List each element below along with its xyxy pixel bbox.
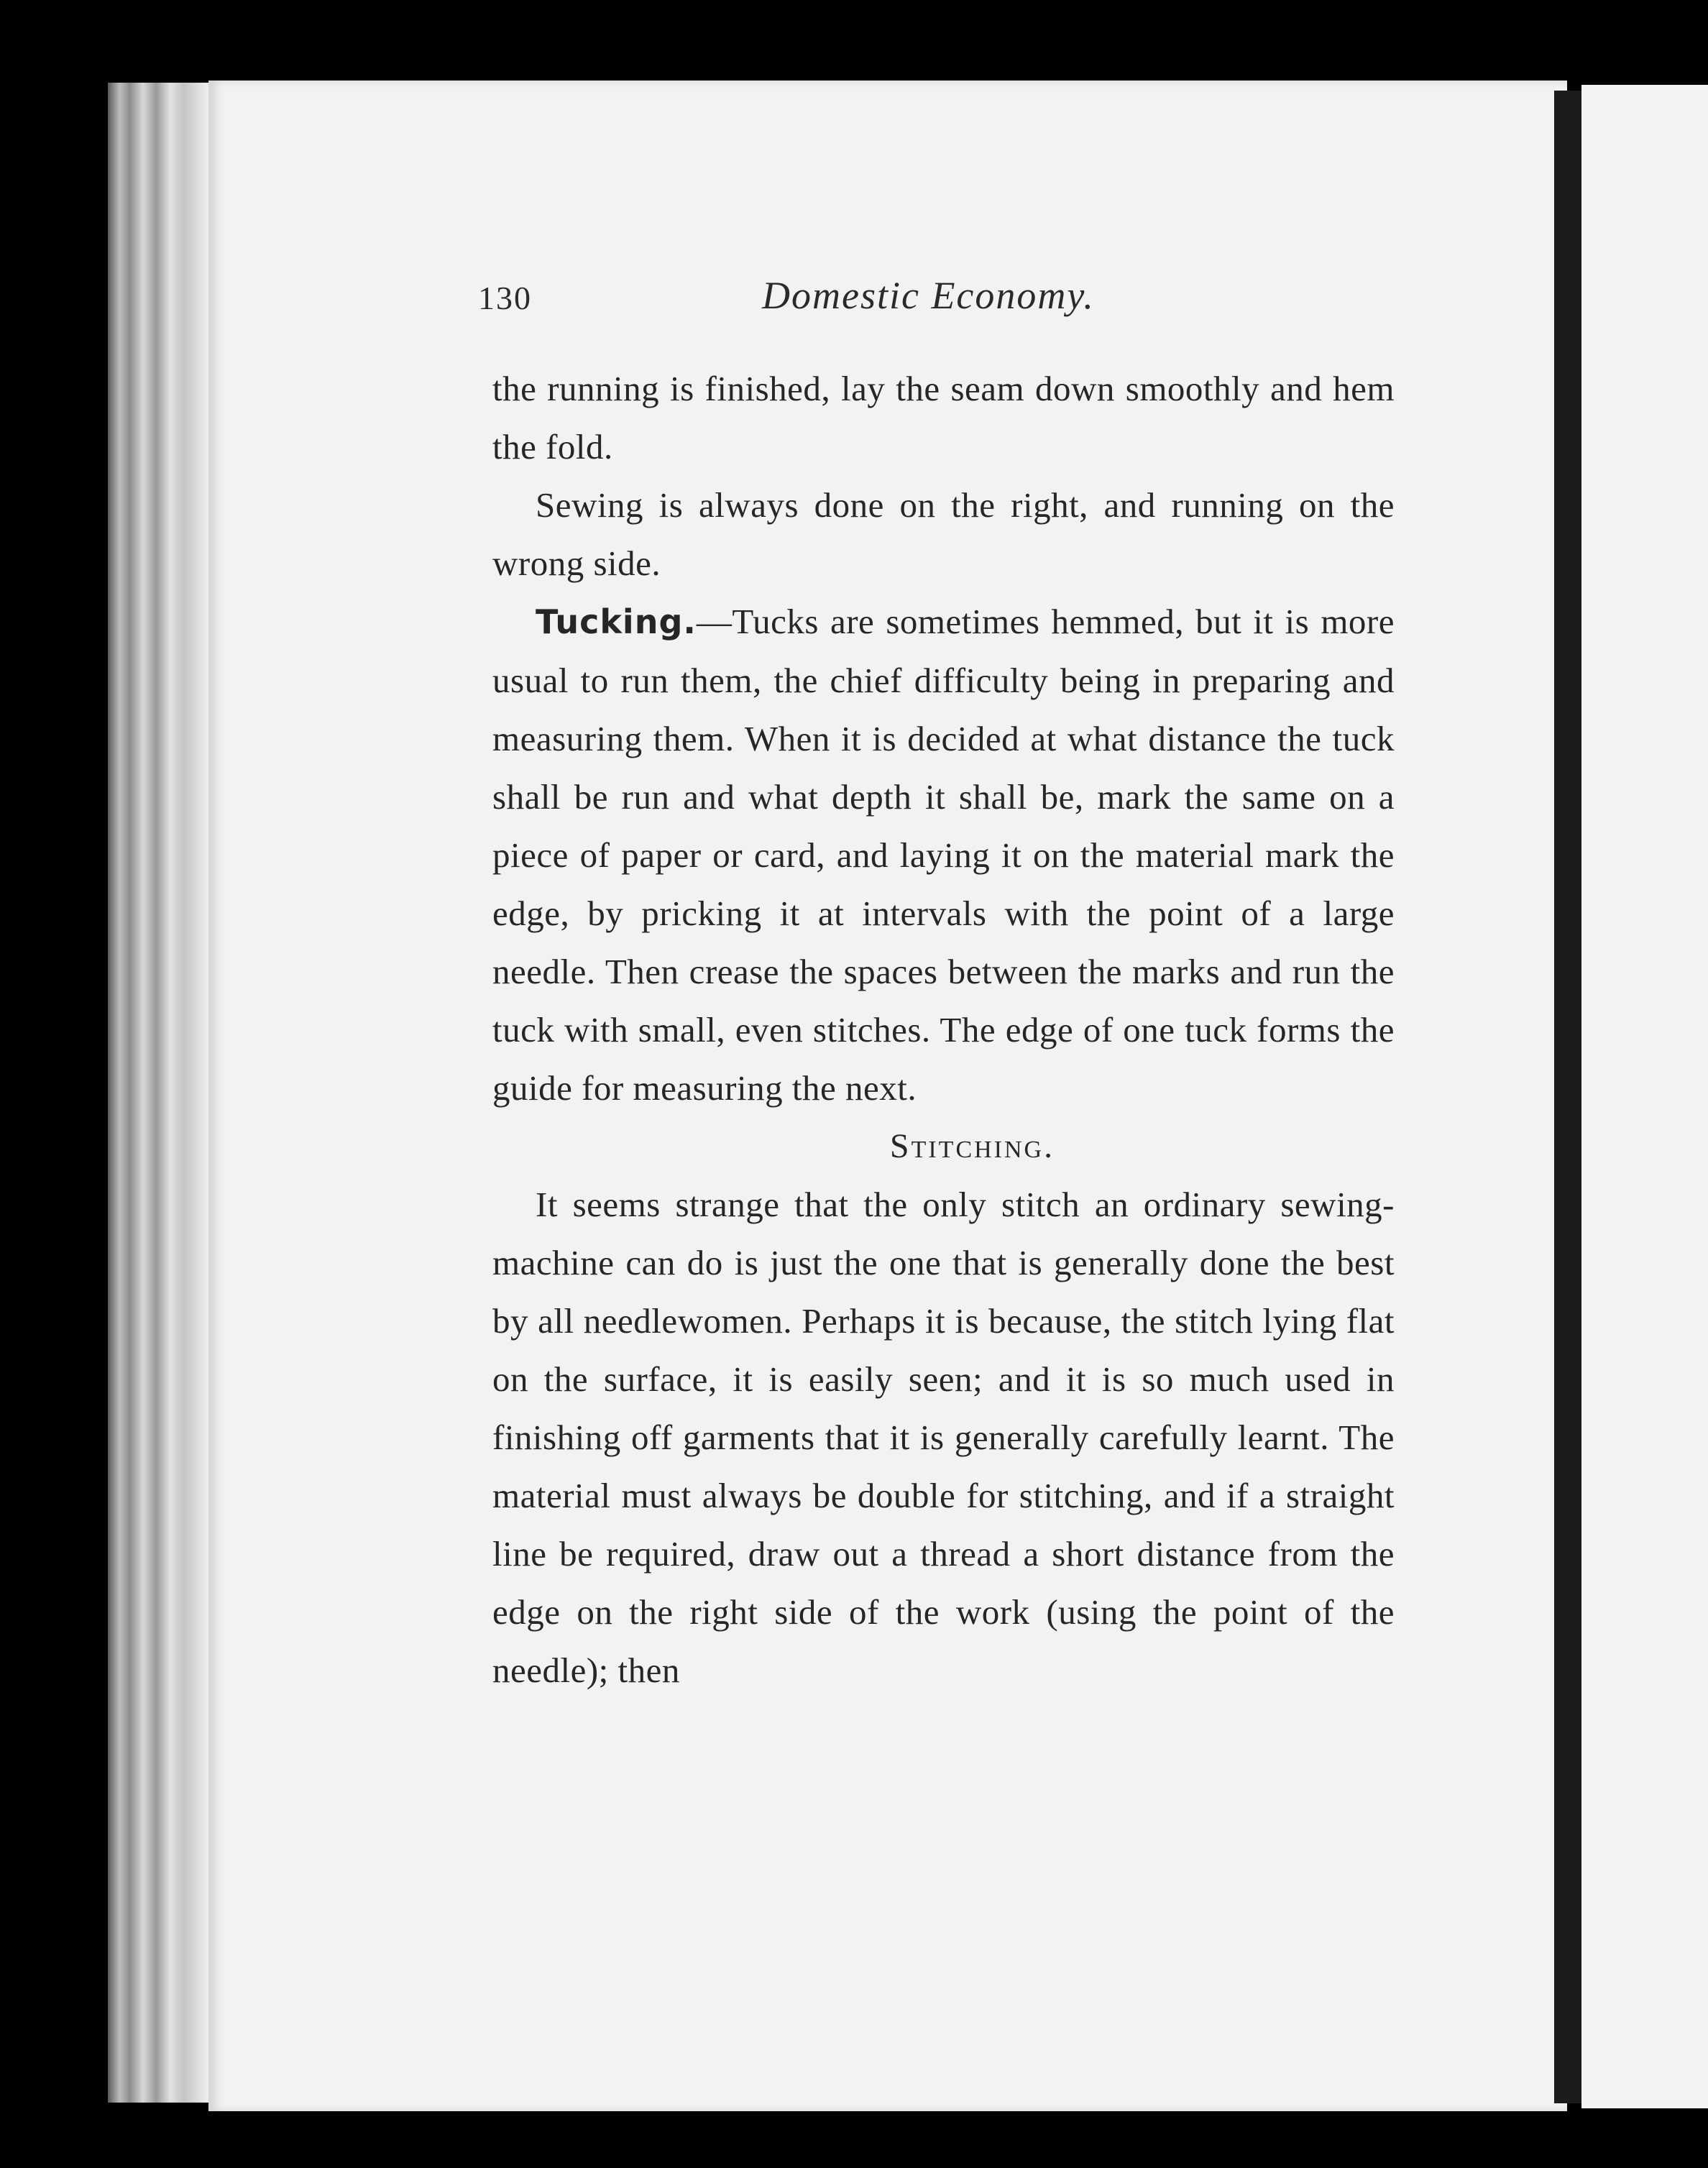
paragraph-stitching: It seems strange that the only stitch an ordinary sewing-machine can do is just the one that is generally done the best by all needlewomen. Perhaps it is because, the stitch lying flat on the surface, it is easily seen; and it is so much used in finishing off garments that it is generally carefully learnt. The material must always be double for stitching, and if a straight line be required, draw out a thread a short distance from the edge on the right side of the work (using the point of the needle); then xyxy=(492,1185,1395,1690)
book-page-edges xyxy=(108,83,208,2103)
tucking-run-in-heading: Tucking. xyxy=(536,602,697,641)
paragraph-running-continued: the running is finished, lay the seam down smoothly and hem the fold. xyxy=(492,369,1395,467)
page-number: 130 xyxy=(478,280,532,316)
facing-page xyxy=(1581,85,1708,2108)
paragraph-tucking xyxy=(492,592,1395,1117)
page-header xyxy=(478,273,1413,331)
section-heading-stitching: Stitching. xyxy=(889,1127,1055,1165)
tucking-text: —Tucks are sometimes hemmed, but it is more usual to run them, the chief difficulty being in preparing and measuring them. When it is decided at what distance the tuck shall be run and what depth it shall be, mark the same on a piece of paper or card, and laying it on the material mark the edge, by pricking it at intervals with the point of a large needle. Then crease the spaces between the marks and run the tuck with small, even stitches. The edge of one tuck forms the guide for measuring the next. xyxy=(492,602,1395,1108)
running-title: Domestic Economy. xyxy=(762,274,1095,317)
book-gutter xyxy=(1554,91,1581,2103)
paragraph-sewing: Sewing is always done on the right, and running on the wrong side. xyxy=(492,485,1395,583)
page-body xyxy=(492,359,1395,1699)
